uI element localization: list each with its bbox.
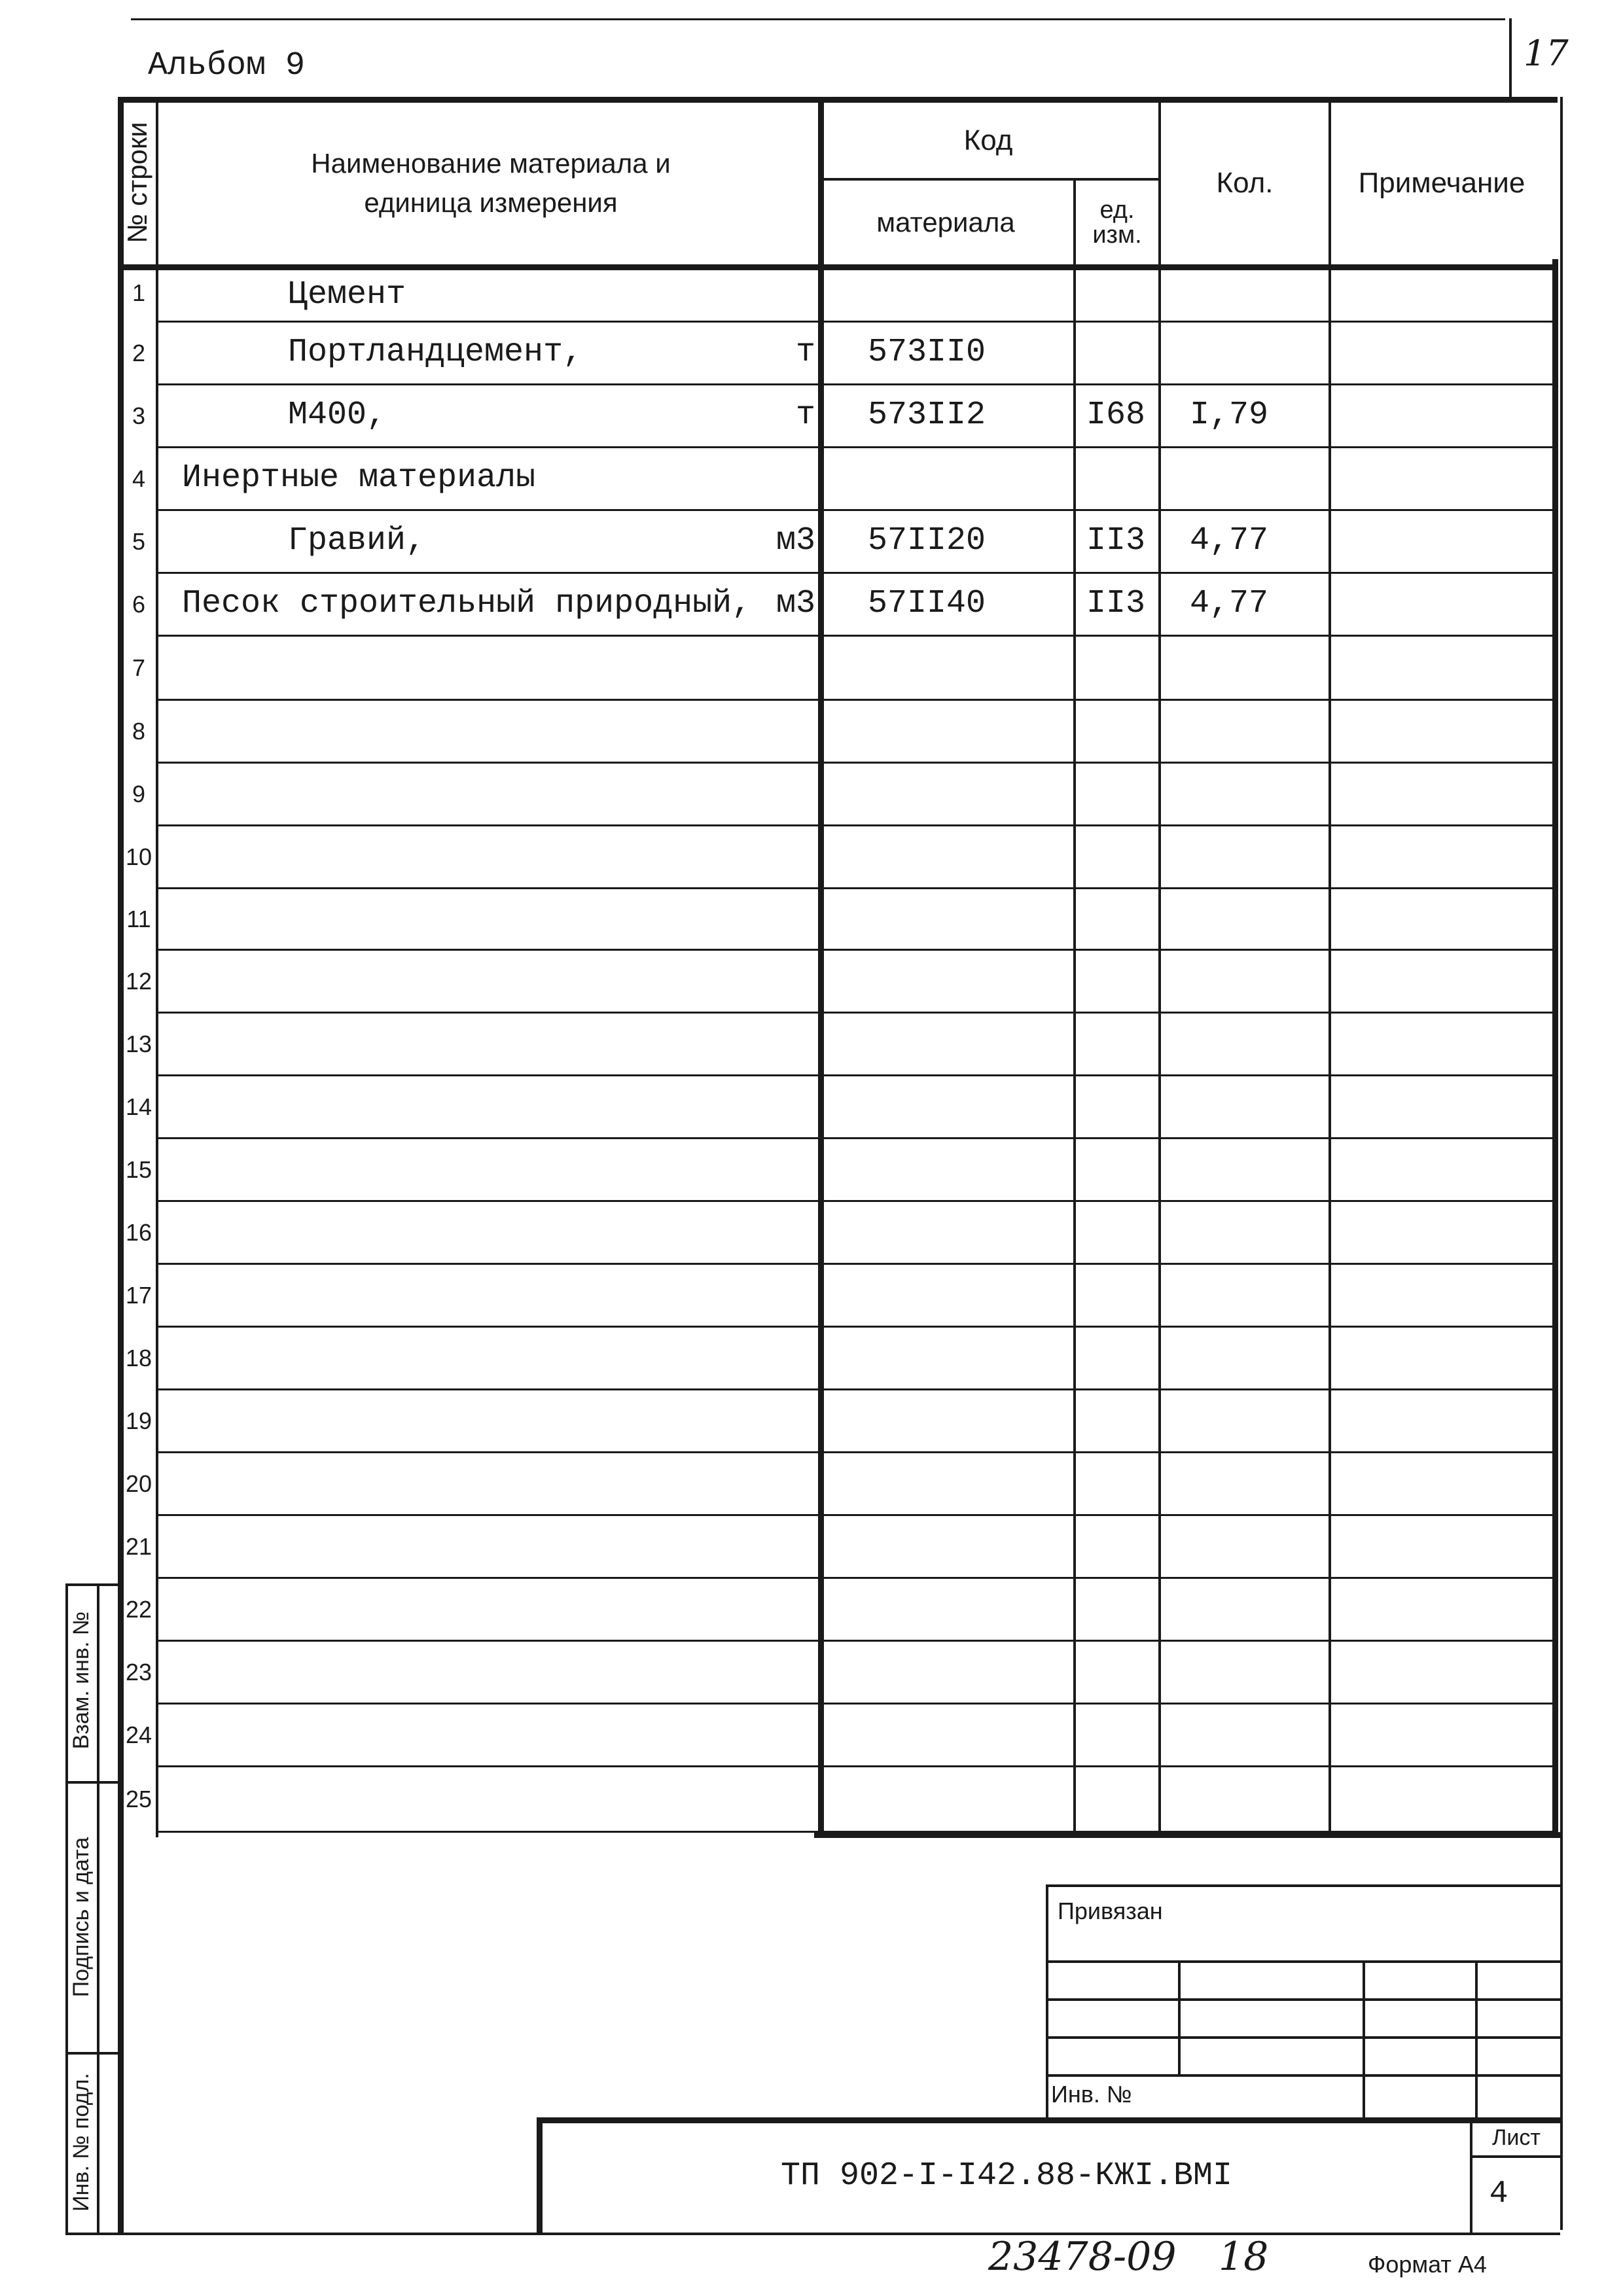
side-stamp-inner (97, 1585, 99, 2235)
footer-handwritten-number2: 18 (1219, 2234, 1269, 2280)
material-name: Портландцемент, (288, 334, 583, 371)
row-number: 21 (125, 1533, 152, 1560)
frame-right (1560, 97, 1563, 2230)
row-number: 18 (125, 1345, 152, 1371)
row-line (156, 762, 1556, 764)
row-line (156, 1012, 1556, 1014)
material-name: Цемент (288, 276, 406, 313)
side-stamp-bottom (65, 2233, 1560, 2235)
row-line (156, 635, 1556, 637)
sheet-value: 4 (1489, 2176, 1508, 2212)
row-line (156, 1200, 1556, 1202)
tb-grid-v2 (1363, 1960, 1365, 2120)
stamp-podpis-data: Подпись и дата (68, 1837, 94, 1998)
row-number: 9 (132, 781, 146, 807)
tb-grid-v1 (1178, 1960, 1181, 2074)
row-number: 25 (125, 1786, 152, 1812)
row-number: 10 (125, 843, 152, 870)
page-number-box-left (1509, 18, 1512, 97)
material-unit: т (795, 334, 815, 371)
designation-left (537, 2117, 543, 2235)
divider-code-unit (1073, 178, 1076, 1837)
row-line (156, 1137, 1556, 1139)
row-number: 5 (132, 528, 146, 555)
row-line (156, 887, 1556, 889)
table-top-border (118, 97, 1558, 103)
material-code: 573II2 (868, 397, 986, 434)
row-line (156, 1388, 1556, 1390)
row-number: 17 (125, 1282, 152, 1309)
row-number: 7 (132, 654, 146, 681)
row-number: 16 (125, 1219, 152, 1246)
header-row-no: № строки (122, 122, 152, 243)
tb-grid-v3 (1475, 1960, 1478, 2120)
row-number: 24 (125, 1722, 152, 1748)
material-name: Песок строительный природный, (182, 585, 752, 622)
row-line (156, 1263, 1556, 1265)
material-unit: м3 (776, 522, 815, 559)
header-bottom-border (118, 264, 1558, 270)
row-line (156, 1326, 1556, 1328)
row-line (156, 383, 1556, 385)
tb-privyazan-label: Привязан (1058, 1898, 1163, 1924)
material-code: 57II40 (868, 585, 986, 622)
header-code-unit: ед. изм. (1092, 196, 1142, 249)
row-line (156, 824, 1556, 826)
row-line (156, 1514, 1556, 1516)
row-number: 23 (125, 1659, 152, 1686)
tb-grid-line1 (1046, 1960, 1560, 1963)
row-line (156, 1765, 1556, 1767)
row-number: 20 (125, 1470, 152, 1497)
row-line (156, 1074, 1556, 1076)
row-line (156, 1703, 1556, 1704)
album-label: Альбом 9 (148, 47, 306, 84)
tb-privyazan-left (1046, 1884, 1048, 2120)
row-number: 19 (125, 1407, 152, 1434)
row-number: 2 (132, 340, 146, 366)
row-number: 22 (125, 1596, 152, 1623)
row-number: 15 (125, 1156, 152, 1183)
tb-grid-line2 (1046, 1998, 1560, 2001)
stamp-inv-podl: Инв. № подл. (68, 2073, 94, 2212)
unit-code: II3 (1086, 522, 1146, 559)
row-number: 14 (125, 1093, 152, 1120)
row-number: 13 (125, 1031, 152, 1057)
row-line (156, 572, 1556, 574)
material-code: 57II20 (868, 522, 986, 559)
designation-code: ТП 902-I-I42.88-КЖI.ВМI (780, 2157, 1233, 2195)
row-number: 1 (132, 279, 146, 306)
row-line (156, 949, 1556, 951)
material-unit: т (795, 397, 815, 434)
unit-code: I68 (1086, 397, 1146, 434)
row-number: 6 (132, 591, 146, 618)
table-right-border (1552, 259, 1558, 1837)
quantity: 4,77 (1190, 585, 1269, 622)
code-subheader-line (818, 178, 1158, 181)
divider-note (1329, 97, 1331, 1837)
header-code: Код (963, 124, 1013, 156)
row-number: 12 (125, 968, 152, 995)
row-line (156, 321, 1556, 323)
material-unit: м3 (776, 585, 815, 622)
tb-privyazan-top (1046, 1884, 1560, 1887)
row-line (156, 1451, 1556, 1453)
divider-name (818, 97, 824, 1837)
tb-grid-line3 (1046, 2036, 1560, 2039)
material-name: Инертные материалы (182, 459, 536, 497)
footer-format: Формат А4 (1368, 2251, 1487, 2278)
quantity: I,79 (1190, 397, 1269, 434)
header-note: Примечание (1358, 167, 1525, 199)
header-code-material: материала (876, 207, 1015, 238)
tb-grid-line4 (1046, 2074, 1560, 2077)
header-qty: Кол. (1216, 167, 1274, 199)
page-number: 17 (1524, 33, 1569, 74)
material-name: Гравий, (288, 522, 426, 559)
row-number: 3 (132, 402, 146, 429)
side-stamp-div1 (65, 1781, 120, 1784)
row-line (156, 699, 1556, 701)
footer-handwritten-number: 23478-09 (988, 2234, 1177, 2280)
top-rule (131, 18, 1505, 20)
unit-code: II3 (1086, 585, 1146, 622)
row-number: 11 (126, 906, 151, 932)
row-number: 4 (132, 465, 146, 492)
material-code: 573II0 (868, 334, 986, 371)
row-number: 8 (132, 718, 146, 745)
row-line (156, 1640, 1556, 1642)
quantity: 4,77 (1190, 522, 1269, 559)
stamp-vzam-inv: Взам. инв. № (68, 1611, 94, 1750)
table-bottom-border (814, 1832, 1560, 1838)
material-name: М400, (288, 397, 387, 434)
row-line (156, 446, 1556, 448)
tb-inv-no-label: Инв. № (1051, 2081, 1132, 2108)
header-name: Наименование материала и единица измерения (311, 148, 671, 218)
sheet-label: Лист (1492, 2125, 1541, 2150)
row-line (156, 1577, 1556, 1579)
row-line (156, 509, 1556, 511)
divider-qty (1158, 97, 1161, 1837)
